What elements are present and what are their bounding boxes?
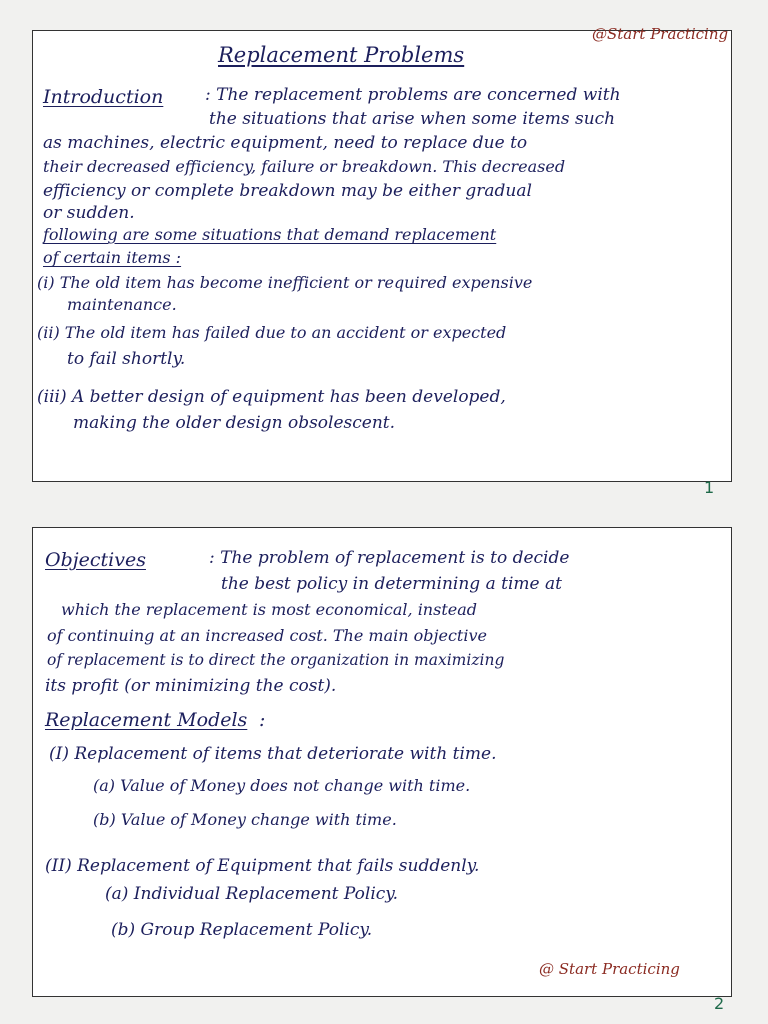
page-number: 1 bbox=[704, 478, 715, 497]
situation-item: (iii) A better design of equipment has been developed, bbox=[37, 387, 506, 407]
situation-item: (i) The old item has become inefficient or required expensive bbox=[37, 273, 533, 292]
brand-watermark: @ Start Practicing bbox=[539, 960, 680, 978]
situation-item: making the older design obsolescent. bbox=[73, 413, 396, 433]
situations-intro-line: of certain items : bbox=[43, 248, 182, 267]
model-subitem: (b) Group Replacement Policy. bbox=[111, 920, 373, 940]
situation-item: to fail shortly. bbox=[67, 349, 186, 369]
models-colon: : bbox=[259, 709, 266, 731]
intro-line: : The replacement problems are concerned with bbox=[205, 85, 621, 105]
model-item: (I) Replacement of items that deteriorate with time. bbox=[49, 744, 497, 764]
objectives-line: : The problem of replacement is to decide bbox=[209, 548, 570, 568]
page-number: 2 bbox=[714, 994, 725, 1013]
brand-watermark: @Start Practicing bbox=[592, 25, 729, 43]
model-subitem: (b) Value of Money change with time. bbox=[93, 810, 397, 829]
objectives-line: of continuing at an increased cost. The main objective bbox=[47, 626, 487, 645]
intro-heading: Introduction bbox=[43, 86, 164, 108]
model-item: (II) Replacement of Equipment that fails suddenly. bbox=[45, 856, 480, 876]
objectives-line: the best policy in determining a time at bbox=[221, 574, 562, 594]
situations-intro-line: following are some situations that demand replacement bbox=[43, 225, 497, 244]
objectives-heading: Objectives bbox=[45, 549, 146, 571]
objectives-line: of replacement is to direct the organization in maximizing bbox=[47, 651, 505, 669]
objectives-line: its profit (or minimizing the cost). bbox=[45, 676, 337, 696]
intro-line: their decreased efficiency, failure or breakdown. This decreased bbox=[43, 157, 566, 176]
intro-line: as machines, electric equipment, need to replace due to bbox=[43, 133, 528, 153]
intro-line: the situations that arise when some items such bbox=[209, 109, 616, 129]
situation-item: maintenance. bbox=[67, 295, 177, 314]
objectives-line: which the replacement is most economical, instead bbox=[61, 600, 477, 619]
page-title: Replacement Problems bbox=[218, 43, 465, 67]
intro-line: or sudden. bbox=[43, 203, 135, 223]
page-1 bbox=[32, 25, 732, 482]
models-heading: Replacement Models bbox=[45, 709, 248, 731]
page-2 bbox=[32, 527, 732, 997]
model-subitem: (a) Value of Money does not change with time. bbox=[93, 776, 471, 795]
situation-item: (ii) The old item has failed due to an accident or expected bbox=[37, 323, 507, 342]
model-subitem: (a) Individual Replacement Policy. bbox=[105, 884, 399, 904]
intro-line: efficiency or complete breakdown may be either gradual bbox=[43, 181, 532, 201]
